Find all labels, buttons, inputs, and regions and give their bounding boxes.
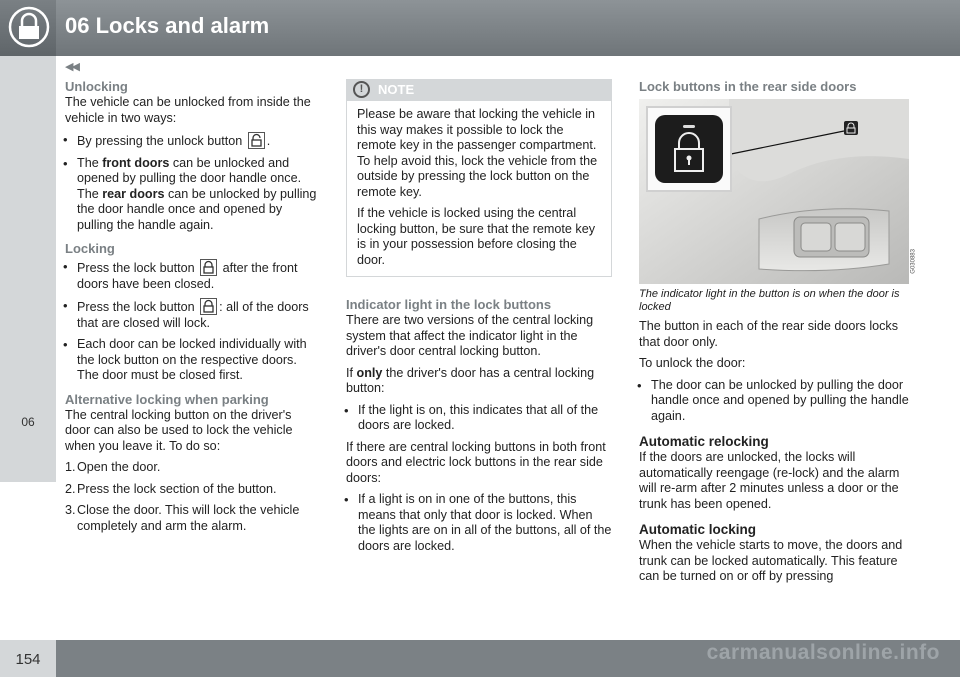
alternative-locking-intro: The central locking button on the driver's door can also be used to lock the vehicle when you leave it. To do so: xyxy=(65,407,293,453)
list-item: • The door can be unlocked by pulling the door handle once and opened by pulling the handle again. xyxy=(639,378,909,425)
indicator-paragraph: If there are central locking buttons in both front doors and electric lock buttons in the rear side doors: xyxy=(346,439,606,485)
rear-paragraph: To unlock the door: xyxy=(639,356,746,370)
door-panel-illustration xyxy=(639,99,909,284)
indicator-heading: Indicator light in the lock buttons xyxy=(346,297,552,312)
alternative-locking-heading: Alternative locking when parking xyxy=(65,391,269,407)
autolock-paragraph: When the vehicle starts to move, the doors and trunk can be locked automatically. This feature can be turned on or off by pressing xyxy=(639,538,903,583)
locking-heading: Locking xyxy=(65,241,115,256)
back-navigation-arrows[interactable]: ◀◀ xyxy=(65,61,78,73)
note-header xyxy=(347,79,611,101)
column-3 xyxy=(639,79,917,585)
list-item: • Press the lock button : all of the doors that are closed will lock. xyxy=(65,298,319,331)
list-item: • Press the lock button after the front doors have been closed. xyxy=(65,259,319,292)
indicator-list xyxy=(346,403,612,434)
door-lock-figure xyxy=(639,99,917,284)
note-box xyxy=(346,79,612,277)
note-paragraph: If the vehicle is locked using the central locking button, be sure that the remote key is in your possession before closing the door. xyxy=(357,206,596,267)
lock-button-icon xyxy=(200,259,217,276)
automatic-locking-heading: Automatic locking xyxy=(639,522,757,537)
indicator-list xyxy=(346,492,612,554)
list-item: 1. Open the door. xyxy=(65,460,161,474)
unlocking-list xyxy=(65,132,319,233)
list-item: • By pressing the unlock button . xyxy=(65,132,319,150)
list-item: 3. Close the door. This will lock the vehicle completely and arm the alarm. xyxy=(65,503,300,533)
note-paragraph: Please be aware that locking the vehicle in this way makes it possible to lock the remote key in the passenger compartment. To help avoid this, lock the vehicle from the outside by pressing the lock button on the remote key. xyxy=(357,107,598,199)
locking-list xyxy=(65,259,319,384)
figure-code: G030883 xyxy=(911,249,917,274)
list-item: • If a light is on in one of the buttons, this means that only that door is locked. When the lights are on in all of the buttons, all of the doors are locked. xyxy=(346,492,612,554)
watermark: carmanualsonline.info xyxy=(706,641,940,664)
indicator-paragraph: If only the driver's door has a central locking button: xyxy=(346,365,595,395)
list-item: • Each door can be locked individually with the lock button on the respective doors. The door must be closed first. xyxy=(65,337,319,384)
alternative-locking-steps xyxy=(65,460,319,534)
chapter-title: 06 Locks and alarm xyxy=(65,13,270,38)
lock-chapter-icon xyxy=(7,5,51,49)
unlocking-heading: Unlocking xyxy=(65,79,128,94)
list-item: • The front doors can be unlocked and opened by pulling the door handle once. The rear doors can be unlocked by pulling the door handle once and opened by pulling the handle again. xyxy=(65,156,319,234)
unlock-button-icon xyxy=(248,132,265,149)
unlocking-intro: The vehicle can be unlocked from inside the vehicle in two ways: xyxy=(65,95,311,125)
list-item: 2. Press the lock section of the button. xyxy=(65,481,277,496)
rear-lock-heading: Lock buttons in the rear side doors xyxy=(639,79,857,94)
column-1 xyxy=(65,79,319,534)
figure-caption: The indicator light in the button is on when the door is locked xyxy=(639,288,900,313)
warning-icon: ! xyxy=(353,81,370,98)
chapter-tab-label: 06 xyxy=(21,415,35,429)
rear-list xyxy=(639,378,909,425)
note-body xyxy=(347,101,611,276)
page-number: 154 xyxy=(15,651,41,668)
chapter-icon-box xyxy=(0,0,56,56)
relock-paragraph: If the doors are unlocked, the locks will automatically reengage (re-lock) and the alarm will re-arm after 2 minutes unless a door or the trunk has been opened. xyxy=(639,450,900,511)
indicator-paragraph: There are two versions of the central locking system that affect the indicator light in the driver's door central locking button. xyxy=(346,313,594,358)
column-2 xyxy=(346,79,612,554)
list-item: • If the light is on, this indicates that all of the doors are locked. xyxy=(346,403,612,434)
lock-button-icon xyxy=(200,298,217,315)
automatic-relocking-heading: Automatic relocking xyxy=(639,434,769,449)
note-title: NOTE xyxy=(378,82,415,97)
rear-paragraph: The button in each of the rear side doors locks that door only. xyxy=(639,319,899,349)
